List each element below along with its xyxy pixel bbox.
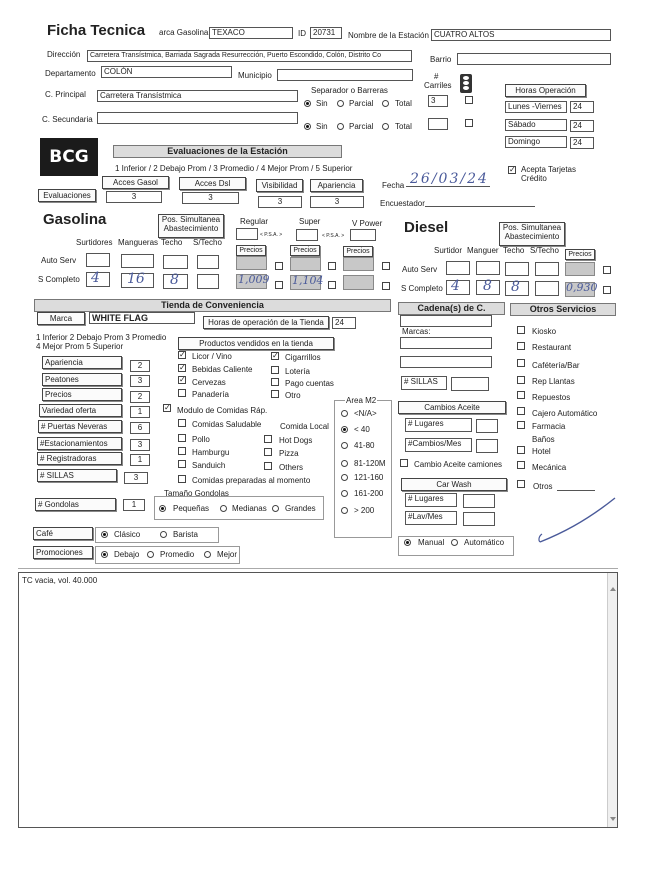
producto-label: Otro — [285, 391, 301, 400]
otros-mecanica-checkbox[interactable] — [517, 461, 525, 469]
id-label: ID — [298, 29, 306, 38]
calle-1-checkbox[interactable] — [465, 96, 473, 104]
tienda-scale-1: 1 Inferior 2 Debajo Prom 3 Promedio — [36, 333, 167, 342]
municipio-field[interactable] — [277, 69, 413, 81]
otros-farmacia-checkbox[interactable] — [517, 421, 525, 429]
apariencia-button[interactable]: Apariencia — [310, 179, 363, 192]
diesel-sc-stecho[interactable] — [535, 281, 559, 296]
option-label: Total — [395, 99, 412, 108]
metric-registradoras: # Registradoras — [37, 452, 122, 465]
carwash-lav-mes-field[interactable] — [463, 512, 495, 526]
producto-pago-cuentas-checkbox[interactable] — [271, 378, 279, 386]
pos-simultanea-label: Pos. Simultanea Abastecimiento — [502, 223, 562, 241]
promo-option-label: Promedio — [160, 550, 195, 559]
evaluaciones-button[interactable]: Evaluaciones — [38, 189, 96, 202]
producto-label: Lotería — [285, 367, 310, 376]
gas-col-techo: Techo — [161, 238, 183, 247]
diesel-col-surtidor: Surtidor — [434, 246, 463, 255]
acepta-tarjetas-checkbox[interactable]: ✓ — [509, 165, 516, 174]
separador-1-total-radio[interactable] — [382, 100, 389, 107]
comida-hot-dogs-checkbox[interactable] — [264, 435, 272, 443]
wash-option-label: Automático — [464, 538, 505, 547]
producto-label: Bebidas Caliente — [192, 365, 253, 374]
otros-kiosko-checkbox[interactable] — [517, 326, 525, 334]
producto-label: Cigarrillos — [285, 353, 321, 362]
area-option-label: 121-160 — [354, 473, 384, 482]
area-81-120-radio[interactable] — [341, 460, 348, 467]
otros-label: Baños — [532, 435, 555, 444]
nombre-field[interactable]: CUATRO ALTOS — [431, 29, 611, 41]
comida-label: Comidas Saludable — [192, 420, 262, 429]
c-principal-field[interactable]: Carretera Transístmica — [97, 90, 298, 102]
area-option-label: 81-120M — [354, 459, 386, 468]
cambios-lugares-field[interactable] — [476, 419, 498, 433]
gas-sc-stecho[interactable] — [197, 274, 219, 289]
cambio-aceite-camiones-checkbox[interactable] — [400, 459, 408, 467]
producto-label: Licor / Vino — [192, 352, 232, 361]
marca-field[interactable]: TEXACO — [209, 27, 293, 39]
carwash-lugares-field[interactable] — [463, 494, 495, 508]
apariencia-value[interactable]: 3 — [310, 196, 364, 208]
comida-label: Comidas preparadas al momento — [192, 476, 311, 485]
separador-1-parcial-radio[interactable] — [337, 100, 344, 107]
option-label: Sin — [316, 122, 328, 131]
option-label: Parcial — [349, 122, 374, 131]
acces-gasol-button[interactable]: Acces Gasol — [102, 176, 169, 189]
otros-label: Cafétería/Bar — [532, 361, 580, 370]
acces-gasol-value[interactable]: 3 — [106, 191, 162, 203]
diesel-sc-surtidor-value: 4 — [451, 278, 460, 294]
producto-loteria-checkbox[interactable] — [271, 366, 279, 374]
gasolina-pos-simultanea-button[interactable] — [158, 214, 224, 238]
comida-local-label: Comida Local — [280, 422, 329, 431]
barrio-label: Barrio — [430, 55, 452, 64]
comida-preparadas-checkbox[interactable] — [178, 475, 186, 483]
otros-label: Repuestos — [532, 393, 571, 402]
metric-variedad-value[interactable]: 1 — [130, 406, 150, 418]
otros-label: Kiosko — [532, 327, 557, 336]
otros-repuestos-checkbox[interactable] — [517, 391, 525, 399]
gas-auto-serv-label: Auto Serv — [41, 256, 77, 265]
otros-header: Otros Servicios — [510, 303, 616, 316]
diesel-col-manguer: Manguer — [467, 246, 499, 255]
psa-label: < P.S.A. > — [260, 232, 283, 238]
metric-precios-value[interactable]: 2 — [130, 391, 150, 403]
promo-option-label: Debajo — [114, 550, 140, 559]
otros-label: Otros — [533, 482, 553, 491]
comida-label: Sanduich — [192, 461, 226, 470]
municipio-label: Municipio — [238, 71, 272, 80]
marcas-field-2[interactable] — [400, 356, 492, 368]
calle-2-checkbox[interactable] — [465, 119, 473, 127]
otros-cafeteria-checkbox[interactable] — [517, 359, 525, 367]
tamano-gondolas-label: Tamaño Gondolas — [164, 489, 229, 498]
cambios-mes-field[interactable] — [476, 439, 498, 453]
gas-sc-vpower-checkbox[interactable] — [382, 282, 390, 290]
gas-auto-stecho[interactable] — [197, 255, 219, 269]
gas-auto-surtidores[interactable] — [86, 253, 110, 267]
cafe-barista-radio[interactable] — [160, 531, 167, 538]
comida-saludable-checkbox[interactable] — [178, 419, 186, 427]
comida-pizza-checkbox[interactable] — [264, 448, 272, 456]
area-gt200-radio[interactable] — [341, 507, 348, 514]
tienda-header: Tienda de Conveniencia — [34, 299, 391, 312]
horas-row-label: Domingo — [505, 136, 567, 148]
scroll-up-icon[interactable] — [610, 587, 616, 591]
cadena-sillas-field[interactable] — [451, 377, 489, 391]
tienda-horas-field[interactable]: 24 — [332, 317, 356, 329]
wash-manual-radio[interactable] — [404, 539, 411, 546]
otros-label: Cajero Automático — [532, 409, 598, 418]
promo-option-label: Mejor — [217, 550, 238, 559]
otros-label: Farmacia — [532, 422, 566, 431]
evaluaciones-header: Evaluaciones de la Estación — [113, 145, 342, 158]
gas-sc-techo-value: 8 — [170, 272, 179, 288]
gondola-option-label: Grandes — [285, 504, 316, 513]
direccion-field[interactable]: Carretera Transístmica, Barriada Sagrada Resurrección, Puerto Escondido, Colón, Distrito Co — [87, 50, 412, 62]
cambios-lugares-label: # Lugares — [405, 418, 472, 432]
comida-hamburgu-checkbox[interactable] — [178, 447, 186, 455]
bcg-logo — [40, 138, 98, 176]
traffic-light-icon — [460, 74, 472, 93]
gondola-pequenas-radio[interactable] — [159, 505, 166, 512]
producto-licor-checkbox[interactable]: ✓ — [179, 350, 186, 359]
diesel-title: Diesel — [404, 219, 449, 236]
comida-label: Pollo — [192, 435, 210, 444]
marcas-label: Marcas: — [402, 327, 431, 336]
bcg-logo-text: BCG — [49, 147, 89, 167]
fecha-label: Fecha — [382, 181, 405, 190]
option-label: Total — [395, 122, 412, 131]
diesel-pos-simultanea-button[interactable] — [499, 222, 565, 246]
gas-sc-mangueras-value: 16 — [127, 271, 145, 287]
option-label: Parcial — [349, 99, 374, 108]
producto-cigarrillos-checkbox[interactable]: ✓ — [272, 351, 279, 360]
gas-col-mangueras: Mangueras — [118, 238, 159, 247]
notes-divider — [18, 568, 618, 569]
separador-2-sin-radio[interactable] — [304, 123, 311, 130]
id-field[interactable]: 20731 — [310, 27, 342, 39]
area-option-label: < 40 — [354, 425, 370, 434]
diesel-precios-button[interactable]: Precios — [565, 249, 595, 260]
cafe-option-label: Clásico — [114, 530, 141, 539]
nombre-label: Nombre de la Estación — [348, 31, 429, 40]
super-psa-field[interactable] — [296, 229, 318, 241]
otros-label: Restaurant — [532, 343, 572, 352]
metric-sillas: # SILLAS — [37, 469, 117, 482]
diesel-sc-techo-value: 8 — [511, 279, 520, 295]
pen-stroke-mark — [530, 490, 630, 550]
gas-s-completo-label: S Completo — [38, 275, 80, 284]
cadena-field-1[interactable] — [400, 315, 492, 327]
otros-label: Mecánica — [532, 463, 567, 472]
separador-label: Separador o Barreras — [311, 86, 388, 95]
metric-sillas-value[interactable]: 3 — [124, 472, 148, 484]
metric-puertas-neveras: # Puertas Neveras — [38, 420, 122, 433]
metric-gondolas-value[interactable]: 1 — [123, 499, 145, 511]
area-na-radio[interactable] — [341, 410, 348, 417]
encuestador-line — [425, 206, 535, 207]
notes-scrollbar[interactable] — [607, 573, 617, 827]
producto-label: Cervezas — [192, 378, 226, 387]
gas-sc-regular-checkbox[interactable] — [275, 281, 283, 289]
gas-auto-vpower-checkbox[interactable] — [382, 262, 390, 270]
modulo-comidas-checkbox[interactable]: ✓ — [164, 403, 171, 412]
vpower-label: V Power — [352, 219, 383, 228]
modulo-comidas-label: Modulo de Comidas Ráp. — [177, 406, 268, 415]
car-wash-button[interactable]: Car Wash — [401, 478, 507, 491]
diesel-sc-checkbox[interactable] — [603, 286, 611, 294]
option-label: Sin — [316, 99, 328, 108]
otros-label: Hotel — [532, 447, 551, 456]
metric-registradoras-value[interactable]: 1 — [130, 454, 150, 466]
otros-otros-checkbox[interactable] — [517, 480, 525, 488]
diesel-auto-manguer[interactable] — [476, 261, 500, 275]
departamento-label: Departamento — [45, 69, 96, 78]
gas-sc-precio-super-value: 1,104 — [292, 274, 324, 287]
psa-label: < P.S.A. > — [322, 233, 345, 239]
diesel-sc-precio-value: 0,930 — [566, 281, 598, 294]
vpower-psa-field[interactable] — [350, 229, 376, 241]
c-secundaria-field[interactable] — [97, 112, 298, 124]
otros-restaurant-checkbox[interactable] — [517, 342, 525, 350]
gas-auto-precio-regular[interactable] — [236, 256, 267, 270]
diesel-auto-surtidor[interactable] — [446, 261, 470, 275]
gas-auto-techo[interactable] — [163, 255, 188, 269]
scroll-down-icon[interactable] — [610, 817, 616, 821]
notes-text: TC vacia, vol. 40.000 — [22, 576, 98, 585]
super-label: Super — [299, 217, 321, 226]
diesel-auto-precio[interactable] — [565, 262, 595, 276]
notes-textarea[interactable] — [18, 572, 618, 828]
comida-label: Hamburgu — [192, 448, 230, 457]
otros-cajero-checkbox[interactable] — [517, 407, 525, 415]
gas-auto-mangueras[interactable] — [121, 254, 154, 268]
wash-option-label: Manual — [418, 538, 445, 547]
regular-psa-field[interactable] — [236, 228, 258, 240]
comida-label: Others — [279, 463, 304, 472]
productos-vendidos-button[interactable]: Productos vendidos en la tienda — [178, 337, 334, 350]
area-option-label: > 200 — [354, 506, 375, 515]
area-option-label: 161-200 — [354, 489, 384, 498]
tienda-horas-label: Horas de operación de la Tienda — [203, 316, 329, 329]
metric-apariencia: Apariencia — [42, 356, 122, 369]
diesel-col-techo: Techo — [503, 246, 525, 255]
area-41-80-radio[interactable] — [341, 442, 348, 449]
fecha-handwritten[interactable]: 26/03/24 — [410, 171, 489, 187]
horas-row-label: Sábado — [505, 119, 567, 131]
producto-cervezas-checkbox[interactable]: ✓ — [179, 375, 186, 384]
acces-dsl-value[interactable]: 3 — [182, 192, 239, 204]
producto-bebidas-checkbox[interactable]: ✓ — [179, 363, 186, 372]
diesel-sc-manguer-value: 8 — [483, 278, 492, 294]
otros-label: Rep Llantas — [532, 377, 575, 386]
metric-gondolas: # Gondolas — [35, 498, 116, 511]
c-secundaria-label: C. Secundaria — [42, 115, 93, 124]
diesel-s-completo-label: S Completo — [401, 284, 443, 293]
carriles-label: Carriles — [424, 81, 452, 90]
gas-sc-precio-regular-value: 1,009 — [238, 273, 270, 286]
diesel-auto-techo[interactable] — [505, 262, 529, 276]
gondola-option-label: Pequeñas — [173, 504, 210, 513]
cambios-mes-label: #Cambios/Mes — [405, 438, 472, 452]
cadena-sillas-label: # SILLAS — [401, 376, 447, 390]
area-option-label: 41-80 — [354, 441, 375, 450]
form-title: Ficha Tecnica — [47, 22, 146, 39]
producto-otro-checkbox[interactable] — [271, 390, 279, 398]
comida-label: Pizza — [279, 449, 299, 458]
visibilidad-value[interactable]: 3 — [258, 196, 302, 208]
promo-promedio-radio[interactable] — [147, 551, 154, 558]
diesel-auto-serv-label: Auto Serv — [402, 265, 438, 274]
metric-peatones-value[interactable]: 3 — [130, 375, 150, 387]
horas-row-value[interactable]: 24 — [570, 137, 594, 149]
wash-automatico-radio[interactable] — [451, 539, 458, 546]
tienda-scale-2: 4 Mejor Prom 5 Superior — [36, 342, 124, 351]
cadena-header: Cadena(s) de C. — [398, 302, 505, 315]
metric-estacionamientos-value[interactable]: 3 — [130, 439, 150, 451]
fecha-line — [406, 186, 490, 187]
gondola-option-label: Medianas — [232, 504, 267, 513]
carwash-lugares-label: # Lugares — [405, 493, 457, 507]
gas-precios-regular-button[interactable]: Precios — [236, 245, 266, 256]
departamento-field[interactable]: COLÓN — [101, 66, 232, 78]
regular-label: Regular — [240, 217, 269, 226]
area-m2-group — [334, 400, 392, 538]
gas-sc-precio-vpower[interactable] — [343, 275, 374, 290]
area-m2-label: Area M2 — [346, 396, 377, 405]
acepta-tarjetas-label: Acepta Tarjetas Crédito — [521, 165, 576, 183]
horas-operacion-button[interactable]: Horas Operación — [505, 84, 586, 97]
gas-auto-precio-vpower[interactable] — [343, 257, 374, 271]
marcas-field-1[interactable] — [400, 337, 492, 349]
gas-auto-regular-checkbox[interactable] — [275, 262, 283, 270]
marca-label: arca Gasolina — [159, 28, 209, 37]
carriles-1-field[interactable]: 3 — [428, 95, 448, 107]
cafe-clasico-radio[interactable] — [101, 531, 108, 538]
carriles-2-field[interactable] — [428, 118, 448, 130]
separador-2-parcial-radio[interactable] — [337, 123, 344, 130]
gas-precios-super-button[interactable]: Precios — [290, 245, 320, 256]
horas-row-label: Lunes -Viernes — [505, 101, 567, 113]
encuestador-label: Encuestador — [380, 199, 425, 208]
carwash-lav-mes-label: #Lav/Mes — [405, 511, 457, 525]
gas-auto-precio-super[interactable] — [290, 257, 321, 271]
diesel-auto-checkbox[interactable] — [603, 266, 611, 274]
carriles-hash: # — [434, 72, 439, 81]
c-principal-label: C. Principal — [45, 90, 86, 99]
horas-row-value[interactable]: 24 — [570, 120, 594, 132]
barrio-field[interactable] — [457, 53, 611, 65]
separador-2-total-radio[interactable] — [382, 123, 389, 130]
otros-rep-llantas-checkbox[interactable] — [517, 376, 525, 384]
gas-col-stecho: S/Techo — [193, 238, 222, 247]
gas-col-surtidores: Surtidores — [76, 238, 113, 247]
direccion-label: Dirección — [47, 50, 81, 59]
pos-simultanea-label: Pos. Simultanea Abastecimiento — [161, 215, 221, 233]
otros-hotel-checkbox[interactable] — [517, 446, 525, 454]
visibilidad-button[interactable]: Visibilidad — [256, 179, 303, 192]
comida-pollo-checkbox[interactable] — [178, 434, 186, 442]
producto-label: Pago cuentas — [285, 379, 334, 388]
gasolina-title: Gasolina — [43, 211, 107, 228]
gas-precios-vpower-button[interactable]: Precios — [343, 246, 373, 257]
gas-sc-super-checkbox[interactable] — [328, 281, 336, 289]
evaluaciones-scale: 1 Inferior / 2 Debajo Prom / 3 Promedio / 4 Mejor Prom / 5 Superior — [115, 164, 353, 173]
cambio-aceite-camiones-label: Cambio Aceite camiones — [414, 460, 503, 469]
comida-label: Hot Dogs — [279, 436, 313, 445]
comida-sanduich-checkbox[interactable] — [178, 460, 186, 468]
separador-1-sin-radio[interactable] — [304, 100, 311, 107]
metric-estacionamientos: #Estacionamientos — [37, 437, 122, 450]
cafe-label: Café — [33, 527, 93, 540]
area-lt40-radio[interactable] — [341, 426, 348, 433]
area-121-160-radio[interactable] — [341, 474, 348, 481]
promociones-label: Promociones — [33, 546, 93, 559]
diesel-col-stecho: S/Techo — [530, 246, 559, 255]
metric-peatones: Peatones — [42, 373, 122, 386]
gas-sc-surtidores-value: 4 — [91, 270, 100, 286]
tienda-marca-label: Marca — [37, 312, 85, 325]
promo-mejor-radio[interactable] — [204, 551, 211, 558]
area-option-label: <N/A> — [354, 409, 377, 418]
metric-variedad: Variedad oferta — [39, 404, 122, 417]
area-161-200-radio[interactable] — [341, 490, 348, 497]
metric-precios: Precios — [42, 388, 122, 401]
diesel-auto-stecho[interactable] — [535, 262, 559, 276]
gondola-medianas-radio[interactable] — [220, 505, 227, 512]
producto-panaderia-checkbox[interactable] — [178, 389, 186, 397]
gas-auto-super-checkbox[interactable] — [328, 262, 336, 270]
horas-row-value[interactable]: 24 — [570, 101, 594, 113]
producto-label: Panadería — [192, 390, 229, 399]
acces-dsl-button[interactable]: Acces Dsl — [179, 177, 246, 190]
cafe-option-label: Barista — [173, 530, 198, 539]
metric-puertas-neveras-value[interactable]: 6 — [130, 422, 150, 434]
metric-apariencia-value[interactable]: 2 — [130, 360, 150, 372]
gondola-grandes-radio[interactable] — [272, 505, 279, 512]
tienda-marca-field[interactable]: WHITE FLAG — [89, 312, 195, 324]
cambios-aceite-button[interactable]: Cambios Aceite — [398, 401, 506, 414]
comida-others-checkbox[interactable] — [264, 462, 272, 470]
promo-debajo-radio[interactable] — [101, 551, 108, 558]
